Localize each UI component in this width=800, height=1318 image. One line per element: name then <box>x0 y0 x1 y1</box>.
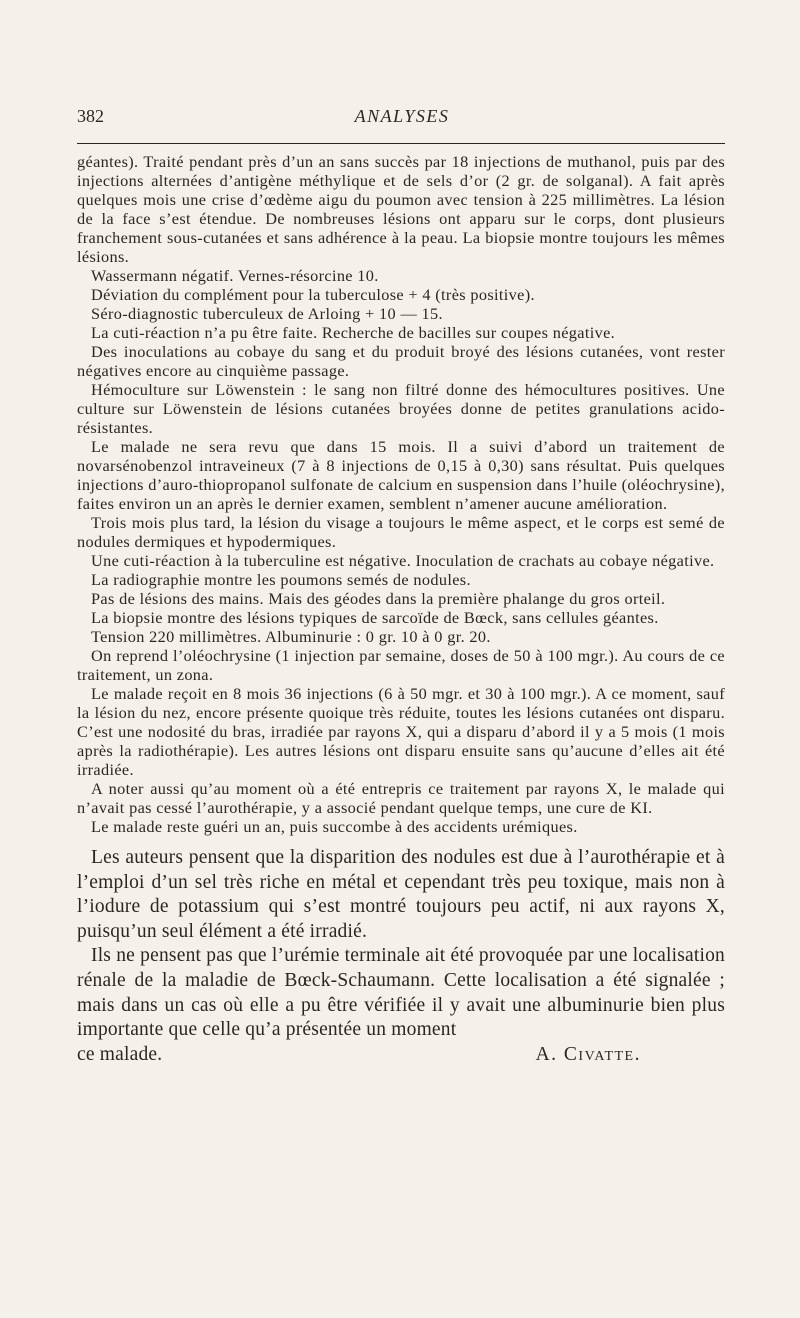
paragraph: La cuti-réaction n’a pu être faite. Recherche de bacilles sur coupes négative. <box>91 323 616 342</box>
paragraph: Des inoculations au cobaye du sang et du produit broyé des lésions cutanées, vont rester négatives encore au cinquième passage. <box>77 342 725 380</box>
running-head: ANALYSES <box>354 106 450 126</box>
paragraph: Une cuti-réaction à la tuberculine est négative. Inoculation de crachats au cobaye négative. <box>91 551 715 570</box>
paragraph: géantes). Traité pendant près d’un an sans succès par 18 injections de muthanol, puis par des injections alternées d’antigène méthylique et de sels d’or (2 gr. de solganal). A fait après quelques mois une crise d’œdème aigu du poumon avec tension à 225 millimètres. La lésion de la face s’est étendue. De nombreuses lésions ont apparu sur le corps, dont plusieurs franchement sous-cutanées et sans adhérence à la peau. La biopsie montre toujours les mêmes lésions. <box>77 152 725 266</box>
closing-line <box>77 1043 725 1068</box>
paragraph: Le malade reste guéri un an, puis succombe à des accidents urémiques. <box>91 817 578 836</box>
paragraph: On reprend l’oléochrysine (1 injection par semaine, doses de 50 à 100 mgr.). Au cours de ce traitement, un zona. <box>77 646 725 684</box>
paragraph: Wassermann négatif. Vernes-résorcine 10. <box>91 266 379 285</box>
page-header <box>77 106 727 134</box>
paragraph: Le malade reçoit en 8 mois 36 injections (6 à 50 mgr. et 30 à 100 mgr.). A ce moment, sauf la lésion du nez, encore présente quoique très réduite, toutes les lésions cutanées ont disparu. C’est une nodosité du bras, irradiée par rayons X, qui a disparu d’abord il y a 5 mois (1 mois après la radiothérapie). Les autres lésions ont disparu ensuite sans qu’aucune d’elles ait été irradiée. <box>77 684 725 779</box>
paragraph: Séro-diagnostic tuberculeux de Arloing + 10 — 15. <box>91 304 443 323</box>
header-rule <box>77 143 725 144</box>
paragraph: Pas de lésions des mains. Mais des géodes dans la première phalange du gros orteil. <box>91 589 666 608</box>
paragraph: Le malade ne sera revu que dans 15 mois. Il a suivi d’abord un traitement de novarsénobenzol intraveineux (7 à 8 injections de 0,15 à 0,30) sans résultat. Puis quelques injections d’auro-thiopropanol sulfonate de calcium en suspension dans l’huile (oléochrysine), faites environ un an après le dernier examen, semblent n’amener aucune amélioration. <box>77 437 725 513</box>
paragraph: Tension 220 millimètres. Albuminurie : 0 gr. 10 à 0 gr. 20. <box>91 627 491 646</box>
paragraph: La biopsie montre des lésions typiques de sarcoïde de Bœck, sans cellules géantes. <box>91 608 659 627</box>
closing-text: ce malade. <box>77 1043 163 1065</box>
paragraph: Ils ne pensent pas que l’urémie terminale ait été provoquée par une localisation rénale de la maladie de Bœck-Schaumann. Cette localisation a été signalée ; mais dans un cas où elle a pu être vérifiée il y avait une albuminurie bien plus importante que celle qu’a présentée un moment <box>77 945 725 1041</box>
commentary-section <box>77 846 725 1067</box>
paragraph: Hémoculture sur Löwenstein : le sang non filtré donne des hémocultures positives. Une culture sur Löwenstein de lésions cutanées broyées donne de petites granulations acido-résistantes. <box>77 380 725 437</box>
paragraph: Trois mois plus tard, la lésion du visage a toujours le même aspect, et le corps est semé de nodules dermiques et hypodermiques. <box>77 513 725 551</box>
page-body <box>77 152 725 1067</box>
paragraph: A noter aussi qu’au moment où a été entrepris ce traitement par rayons X, le malade qui n’avait pas cessé l’aurothérapie, y a associé pendant quelque temps, une cure de KI. <box>77 779 725 817</box>
paragraph: Déviation du complément pour la tuberculose + 4 (très positive). <box>91 285 535 304</box>
case-report-section <box>77 152 725 836</box>
page-number: 382 <box>77 106 104 126</box>
paragraph: Les auteurs pensent que la disparition des nodules est due à l’aurothérapie et à l’emploi d’un sel très riche en métal et cependant très peu toxique, mais non à l’iodure de potassium qui s’est montré toujours peu actif, ni aux rayons X, puisqu’un seul élément a été irradié. <box>77 847 725 942</box>
paragraph: La radiographie montre les poumons semés de nodules. <box>91 570 471 589</box>
author-signature: A. Civatte. <box>535 1043 641 1065</box>
